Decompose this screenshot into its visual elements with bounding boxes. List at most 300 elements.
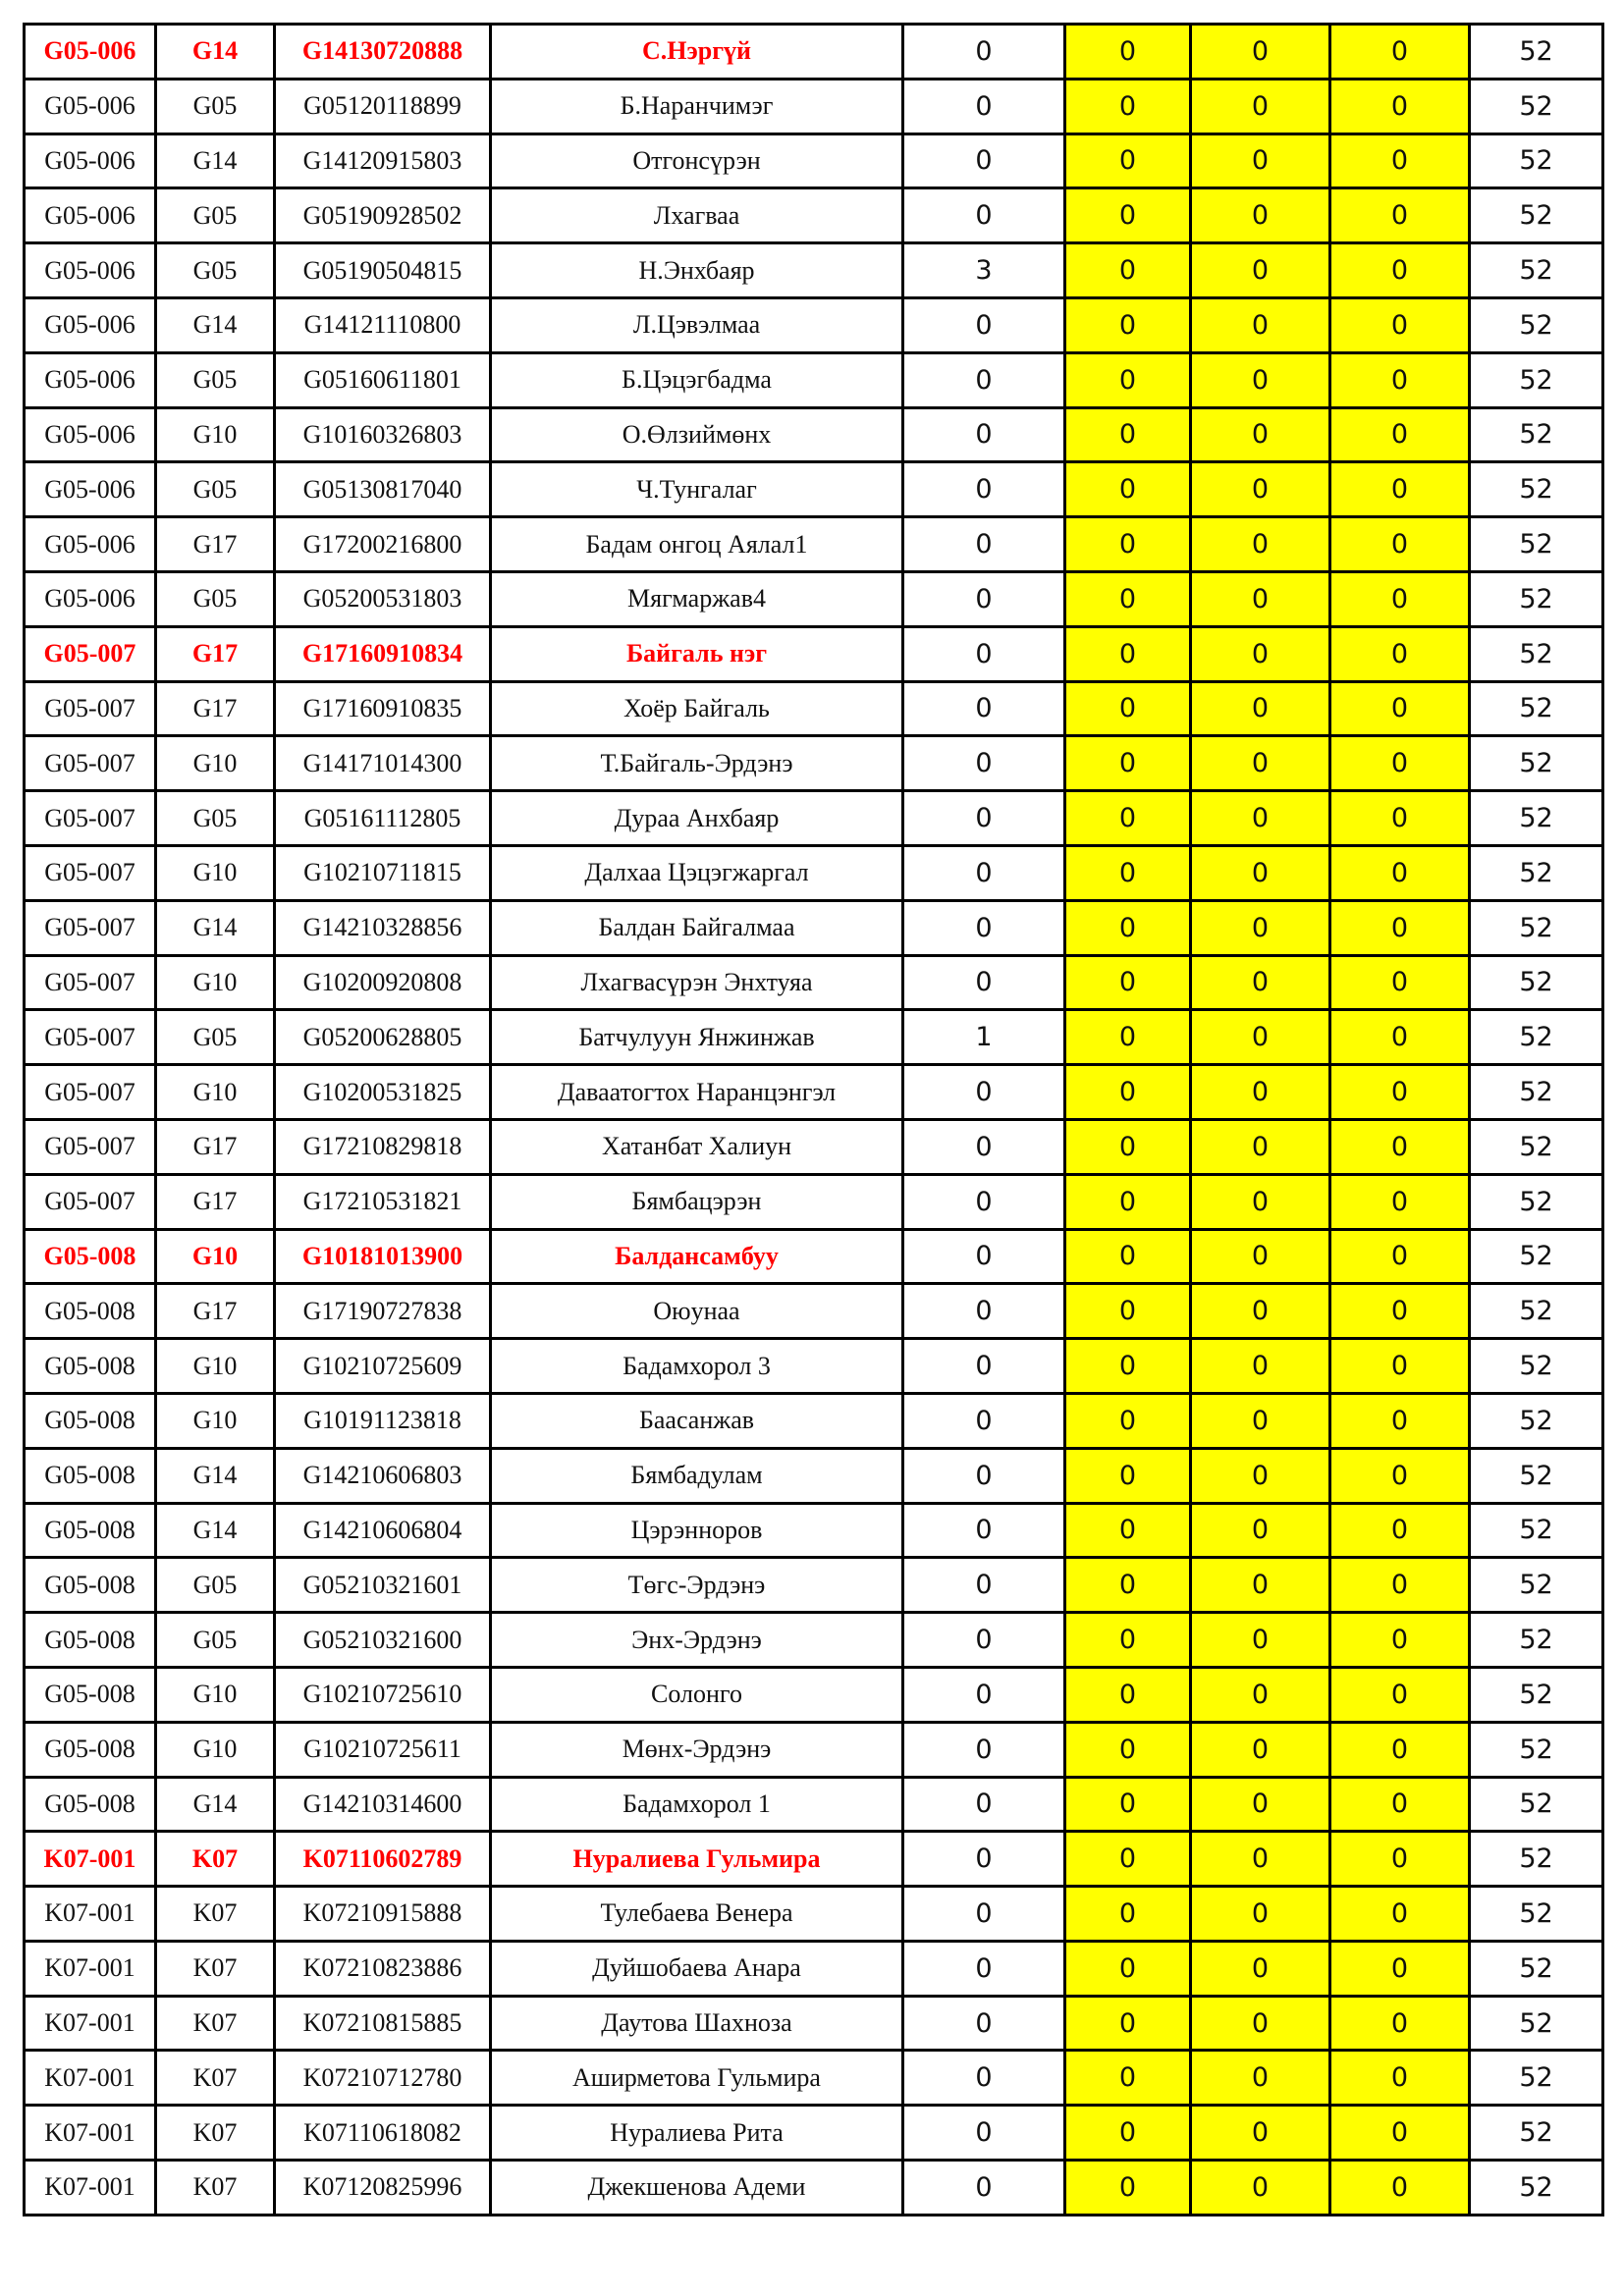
branch-code-cell: G05 xyxy=(156,243,275,298)
branch-code-cell: G17 xyxy=(156,1284,275,1339)
value-c-cell: 0 xyxy=(1191,1777,1330,1832)
total-cell: 52 xyxy=(1470,1119,1603,1174)
value-d-cell: 0 xyxy=(1330,1832,1470,1887)
total-cell: 52 xyxy=(1470,1448,1603,1503)
value-c-cell: 0 xyxy=(1191,1996,1330,2051)
table-row xyxy=(25,188,1603,243)
group-code-cell: G05-007 xyxy=(25,845,156,900)
group-code-cell: G05-007 xyxy=(25,626,156,681)
value-c-cell: 0 xyxy=(1191,243,1330,298)
total-cell: 52 xyxy=(1470,571,1603,626)
table-body xyxy=(25,25,1603,2216)
group-code-cell: K07-001 xyxy=(25,2106,156,2161)
value-b-cell: 0 xyxy=(1065,243,1191,298)
branch-code-cell: G05 xyxy=(156,79,275,133)
value-b-cell: 0 xyxy=(1065,845,1191,900)
value-d-cell: 0 xyxy=(1330,1722,1470,1777)
total-cell: 52 xyxy=(1470,626,1603,681)
member-id-cell: G10210711815 xyxy=(275,845,491,900)
value-c-cell: 0 xyxy=(1191,2106,1330,2161)
member-id-cell: G05200531803 xyxy=(275,571,491,626)
group-code-cell: G05-007 xyxy=(25,736,156,791)
value-b-cell: 0 xyxy=(1065,1393,1191,1448)
member-id-cell: G17160910835 xyxy=(275,681,491,736)
name-cell: Дуйшобаева Анара xyxy=(491,1941,903,1996)
total-cell: 52 xyxy=(1470,1996,1603,2051)
group-code-cell: K07-001 xyxy=(25,1996,156,2051)
value-b-cell: 0 xyxy=(1065,1613,1191,1668)
member-id-cell: K07210712780 xyxy=(275,2051,491,2106)
value-d-cell: 0 xyxy=(1330,1941,1470,1996)
table-row xyxy=(25,955,1603,1010)
table-row xyxy=(25,736,1603,791)
branch-code-cell: G10 xyxy=(156,955,275,1010)
branch-code-cell: G05 xyxy=(156,1558,275,1613)
branch-code-cell: G10 xyxy=(156,1667,275,1722)
total-cell: 52 xyxy=(1470,79,1603,133)
table-row xyxy=(25,1284,1603,1339)
member-id-cell: K07210815885 xyxy=(275,1996,491,2051)
value-a-cell: 0 xyxy=(903,462,1065,517)
value-c-cell: 0 xyxy=(1191,1558,1330,1613)
name-cell: Далхаа Цэцэгжаргал xyxy=(491,845,903,900)
value-a-cell: 0 xyxy=(903,900,1065,955)
branch-code-cell: G05 xyxy=(156,1010,275,1065)
total-cell: 52 xyxy=(1470,791,1603,846)
value-b-cell: 0 xyxy=(1065,1941,1191,1996)
total-cell: 52 xyxy=(1470,1284,1603,1339)
total-cell: 52 xyxy=(1470,1065,1603,1120)
branch-code-cell: G05 xyxy=(156,352,275,407)
branch-code-cell: G10 xyxy=(156,1393,275,1448)
value-a-cell: 0 xyxy=(903,1941,1065,1996)
name-cell: Т.Байгаль-Эрдэнэ xyxy=(491,736,903,791)
total-cell: 52 xyxy=(1470,1832,1603,1887)
value-c-cell: 0 xyxy=(1191,1887,1330,1942)
branch-code-cell: G10 xyxy=(156,1722,275,1777)
group-code-cell: G05-006 xyxy=(25,352,156,407)
total-cell: 52 xyxy=(1470,188,1603,243)
group-code-cell: G05-007 xyxy=(25,900,156,955)
branch-code-cell: G17 xyxy=(156,626,275,681)
branch-code-cell: K07 xyxy=(156,2051,275,2106)
name-cell: Энх-Эрдэнэ xyxy=(491,1613,903,1668)
table-row xyxy=(25,1558,1603,1613)
branch-code-cell: G17 xyxy=(156,1119,275,1174)
value-b-cell: 0 xyxy=(1065,407,1191,462)
value-d-cell: 0 xyxy=(1330,517,1470,572)
value-d-cell: 0 xyxy=(1330,900,1470,955)
value-a-cell: 3 xyxy=(903,243,1065,298)
group-code-cell: G05-007 xyxy=(25,1010,156,1065)
value-a-cell: 1 xyxy=(903,1010,1065,1065)
member-id-cell: G05130817040 xyxy=(275,462,491,517)
value-b-cell: 0 xyxy=(1065,955,1191,1010)
table-row xyxy=(25,79,1603,133)
total-cell: 52 xyxy=(1470,1777,1603,1832)
value-d-cell: 0 xyxy=(1330,1887,1470,1942)
value-d-cell: 0 xyxy=(1330,1558,1470,1613)
table-row xyxy=(25,1722,1603,1777)
name-cell: Б.Наранчимэг xyxy=(491,79,903,133)
branch-code-cell: G17 xyxy=(156,1174,275,1229)
value-b-cell: 0 xyxy=(1065,1722,1191,1777)
table-row xyxy=(25,681,1603,736)
total-cell: 52 xyxy=(1470,2161,1603,2216)
member-id-cell: G05161112805 xyxy=(275,791,491,846)
value-d-cell: 0 xyxy=(1330,133,1470,188)
name-cell: Хоёр Байгаль xyxy=(491,681,903,736)
value-c-cell: 0 xyxy=(1191,79,1330,133)
member-id-cell: K07120825996 xyxy=(275,2161,491,2216)
value-b-cell: 0 xyxy=(1065,1558,1191,1613)
name-cell: Ч.Тунгалаг xyxy=(491,462,903,517)
total-cell: 52 xyxy=(1470,1887,1603,1942)
value-b-cell: 0 xyxy=(1065,1010,1191,1065)
value-a-cell: 0 xyxy=(903,1887,1065,1942)
name-cell: О.Өлзиймөнх xyxy=(491,407,903,462)
value-c-cell: 0 xyxy=(1191,736,1330,791)
table-row xyxy=(25,352,1603,407)
value-d-cell: 0 xyxy=(1330,188,1470,243)
value-c-cell: 0 xyxy=(1191,1339,1330,1394)
member-id-cell: G05160611801 xyxy=(275,352,491,407)
value-a-cell: 0 xyxy=(903,791,1065,846)
value-c-cell: 0 xyxy=(1191,1941,1330,1996)
total-cell: 52 xyxy=(1470,845,1603,900)
value-d-cell: 0 xyxy=(1330,352,1470,407)
group-code-cell: G05-006 xyxy=(25,25,156,80)
value-a-cell: 0 xyxy=(903,1832,1065,1887)
member-id-cell: G05210321600 xyxy=(275,1613,491,1668)
table-row xyxy=(25,791,1603,846)
name-cell: Даутова Шахноза xyxy=(491,1996,903,2051)
total-cell: 52 xyxy=(1470,352,1603,407)
name-cell: Аширметова Гульмира xyxy=(491,2051,903,2106)
value-a-cell: 0 xyxy=(903,1174,1065,1229)
value-b-cell: 0 xyxy=(1065,2106,1191,2161)
branch-code-cell: G14 xyxy=(156,297,275,352)
value-d-cell: 0 xyxy=(1330,2051,1470,2106)
value-d-cell: 0 xyxy=(1330,1229,1470,1284)
value-b-cell: 0 xyxy=(1065,1174,1191,1229)
branch-code-cell: G05 xyxy=(156,188,275,243)
value-c-cell: 0 xyxy=(1191,791,1330,846)
value-a-cell: 0 xyxy=(903,1065,1065,1120)
value-d-cell: 0 xyxy=(1330,1777,1470,1832)
value-b-cell: 0 xyxy=(1065,1339,1191,1394)
value-c-cell: 0 xyxy=(1191,1503,1330,1558)
name-cell: Баасанжав xyxy=(491,1393,903,1448)
total-cell: 52 xyxy=(1470,955,1603,1010)
value-b-cell: 0 xyxy=(1065,1119,1191,1174)
branch-code-cell: G10 xyxy=(156,845,275,900)
total-cell: 52 xyxy=(1470,1667,1603,1722)
value-a-cell: 0 xyxy=(903,407,1065,462)
member-id-cell: G14171014300 xyxy=(275,736,491,791)
value-d-cell: 0 xyxy=(1330,571,1470,626)
group-code-cell: K07-001 xyxy=(25,1887,156,1942)
member-id-cell: G14210606803 xyxy=(275,1448,491,1503)
name-cell: Мягмаржав4 xyxy=(491,571,903,626)
group-code-cell: G05-007 xyxy=(25,1174,156,1229)
value-a-cell: 0 xyxy=(903,626,1065,681)
value-a-cell: 0 xyxy=(903,1393,1065,1448)
table-row-leader xyxy=(25,25,1603,80)
value-a-cell: 0 xyxy=(903,25,1065,80)
branch-code-cell: G05 xyxy=(156,462,275,517)
value-b-cell: 0 xyxy=(1065,681,1191,736)
group-code-cell: G05-008 xyxy=(25,1393,156,1448)
name-cell: Бадамхорол 3 xyxy=(491,1339,903,1394)
member-id-cell: G05190928502 xyxy=(275,188,491,243)
value-a-cell: 0 xyxy=(903,517,1065,572)
name-cell: Даваатогтох Наранцэнгэл xyxy=(491,1065,903,1120)
total-cell: 52 xyxy=(1470,1174,1603,1229)
value-b-cell: 0 xyxy=(1065,79,1191,133)
value-d-cell: 0 xyxy=(1330,79,1470,133)
value-d-cell: 0 xyxy=(1330,462,1470,517)
name-cell: Бадам онгоц Аялал1 xyxy=(491,517,903,572)
value-b-cell: 0 xyxy=(1065,1065,1191,1120)
name-cell: Б.Цэцэгбадма xyxy=(491,352,903,407)
group-code-cell: G05-008 xyxy=(25,1558,156,1613)
value-b-cell: 0 xyxy=(1065,352,1191,407)
name-cell: Н.Энхбаяр xyxy=(491,243,903,298)
member-id-cell: G10200920808 xyxy=(275,955,491,1010)
total-cell: 52 xyxy=(1470,462,1603,517)
name-cell: Тулебаева Венера xyxy=(491,1887,903,1942)
branch-code-cell: G14 xyxy=(156,1777,275,1832)
value-b-cell: 0 xyxy=(1065,2051,1191,2106)
value-a-cell: 0 xyxy=(903,845,1065,900)
member-id-cell: G17190727838 xyxy=(275,1284,491,1339)
group-code-cell: G05-006 xyxy=(25,243,156,298)
value-c-cell: 0 xyxy=(1191,2051,1330,2106)
value-d-cell: 0 xyxy=(1330,2161,1470,2216)
total-cell: 52 xyxy=(1470,1339,1603,1394)
value-a-cell: 0 xyxy=(903,1229,1065,1284)
table-row xyxy=(25,1996,1603,2051)
value-b-cell: 0 xyxy=(1065,1448,1191,1503)
total-cell: 52 xyxy=(1470,25,1603,80)
group-code-cell: G05-007 xyxy=(25,1065,156,1120)
group-code-cell: G05-006 xyxy=(25,133,156,188)
branch-code-cell: K07 xyxy=(156,1887,275,1942)
total-cell: 52 xyxy=(1470,1722,1603,1777)
table-row xyxy=(25,2161,1603,2216)
value-c-cell: 0 xyxy=(1191,1613,1330,1668)
total-cell: 52 xyxy=(1470,681,1603,736)
value-a-cell: 0 xyxy=(903,297,1065,352)
group-code-cell: G05-006 xyxy=(25,297,156,352)
group-code-cell: G05-007 xyxy=(25,791,156,846)
value-c-cell: 0 xyxy=(1191,1393,1330,1448)
name-cell: Джекшенова Адеми xyxy=(491,2161,903,2216)
member-id-cell: G10210725611 xyxy=(275,1722,491,1777)
branch-code-cell: G05 xyxy=(156,1613,275,1668)
value-d-cell: 0 xyxy=(1330,791,1470,846)
value-d-cell: 0 xyxy=(1330,297,1470,352)
total-cell: 52 xyxy=(1470,736,1603,791)
value-b-cell: 0 xyxy=(1065,1887,1191,1942)
branch-code-cell: K07 xyxy=(156,2106,275,2161)
value-a-cell: 0 xyxy=(903,1119,1065,1174)
value-b-cell: 0 xyxy=(1065,1996,1191,2051)
value-d-cell: 0 xyxy=(1330,1065,1470,1120)
value-a-cell: 0 xyxy=(903,1503,1065,1558)
value-c-cell: 0 xyxy=(1191,297,1330,352)
name-cell: Балдансамбуу xyxy=(491,1229,903,1284)
name-cell: Мөнх-Эрдэнэ xyxy=(491,1722,903,1777)
table-row-leader xyxy=(25,626,1603,681)
group-code-cell: G05-007 xyxy=(25,955,156,1010)
value-d-cell: 0 xyxy=(1330,736,1470,791)
value-c-cell: 0 xyxy=(1191,1667,1330,1722)
value-c-cell: 0 xyxy=(1191,517,1330,572)
value-d-cell: 0 xyxy=(1330,1010,1470,1065)
value-d-cell: 0 xyxy=(1330,1393,1470,1448)
value-c-cell: 0 xyxy=(1191,1229,1330,1284)
group-code-cell: G05-008 xyxy=(25,1667,156,1722)
table-row xyxy=(25,1010,1603,1065)
table-row xyxy=(25,1448,1603,1503)
table-row xyxy=(25,2051,1603,2106)
value-a-cell: 0 xyxy=(903,1667,1065,1722)
total-cell: 52 xyxy=(1470,1393,1603,1448)
member-id-cell: G10200531825 xyxy=(275,1065,491,1120)
member-id-cell: G14121110800 xyxy=(275,297,491,352)
member-id-cell: G14120915803 xyxy=(275,133,491,188)
value-b-cell: 0 xyxy=(1065,1229,1191,1284)
name-cell: Төгс-Эрдэнэ xyxy=(491,1558,903,1613)
name-cell: Дураа Анхбаяр xyxy=(491,791,903,846)
value-d-cell: 0 xyxy=(1330,1339,1470,1394)
branch-code-cell: G14 xyxy=(156,133,275,188)
name-cell: С.Нэргүй xyxy=(491,25,903,80)
value-d-cell: 0 xyxy=(1330,1119,1470,1174)
table-row xyxy=(25,1613,1603,1668)
table-row-leader xyxy=(25,1832,1603,1887)
member-id-cell: G10210725609 xyxy=(275,1339,491,1394)
member-id-cell: G05210321601 xyxy=(275,1558,491,1613)
value-a-cell: 0 xyxy=(903,133,1065,188)
branch-code-cell: G10 xyxy=(156,1339,275,1394)
member-id-cell: G17160910834 xyxy=(275,626,491,681)
table-row xyxy=(25,1119,1603,1174)
total-cell: 52 xyxy=(1470,133,1603,188)
value-c-cell: 0 xyxy=(1191,626,1330,681)
data-table xyxy=(23,23,1604,2216)
branch-code-cell: G05 xyxy=(156,791,275,846)
value-c-cell: 0 xyxy=(1191,845,1330,900)
value-d-cell: 0 xyxy=(1330,845,1470,900)
member-id-cell: G10181013900 xyxy=(275,1229,491,1284)
name-cell: Нуралиева Гульмира xyxy=(491,1832,903,1887)
branch-code-cell: G14 xyxy=(156,1448,275,1503)
value-d-cell: 0 xyxy=(1330,2106,1470,2161)
member-id-cell: G10160326803 xyxy=(275,407,491,462)
branch-code-cell: K07 xyxy=(156,1832,275,1887)
group-code-cell: K07-001 xyxy=(25,2051,156,2106)
value-c-cell: 0 xyxy=(1191,1010,1330,1065)
member-id-cell: G17210829818 xyxy=(275,1119,491,1174)
member-id-cell: G10191123818 xyxy=(275,1393,491,1448)
value-b-cell: 0 xyxy=(1065,462,1191,517)
value-a-cell: 0 xyxy=(903,1996,1065,2051)
group-code-cell: G05-008 xyxy=(25,1777,156,1832)
branch-code-cell: G10 xyxy=(156,407,275,462)
value-a-cell: 0 xyxy=(903,1448,1065,1503)
table-row xyxy=(25,407,1603,462)
value-a-cell: 0 xyxy=(903,681,1065,736)
value-d-cell: 0 xyxy=(1330,25,1470,80)
member-id-cell: G17200216800 xyxy=(275,517,491,572)
branch-code-cell: K07 xyxy=(156,2161,275,2216)
table-row xyxy=(25,1503,1603,1558)
group-code-cell: G05-006 xyxy=(25,407,156,462)
member-id-cell: K07210823886 xyxy=(275,1941,491,1996)
group-code-cell: G05-007 xyxy=(25,681,156,736)
name-cell: Лхагваа xyxy=(491,188,903,243)
value-b-cell: 0 xyxy=(1065,571,1191,626)
value-b-cell: 0 xyxy=(1065,626,1191,681)
value-d-cell: 0 xyxy=(1330,1174,1470,1229)
member-id-cell: G14130720888 xyxy=(275,25,491,80)
branch-code-cell: K07 xyxy=(156,1996,275,2051)
table-row-leader xyxy=(25,1229,1603,1284)
total-cell: 52 xyxy=(1470,297,1603,352)
total-cell: 52 xyxy=(1470,243,1603,298)
value-c-cell: 0 xyxy=(1191,1722,1330,1777)
branch-code-cell: G10 xyxy=(156,1229,275,1284)
value-b-cell: 0 xyxy=(1065,1667,1191,1722)
table-row xyxy=(25,900,1603,955)
value-a-cell: 0 xyxy=(903,2051,1065,2106)
table-row xyxy=(25,2106,1603,2161)
total-cell: 52 xyxy=(1470,1503,1603,1558)
value-d-cell: 0 xyxy=(1330,1448,1470,1503)
value-d-cell: 0 xyxy=(1330,1667,1470,1722)
value-d-cell: 0 xyxy=(1330,626,1470,681)
total-cell: 52 xyxy=(1470,1613,1603,1668)
value-c-cell: 0 xyxy=(1191,1448,1330,1503)
branch-code-cell: G17 xyxy=(156,517,275,572)
value-a-cell: 0 xyxy=(903,2106,1065,2161)
name-cell: Бадамхорол 1 xyxy=(491,1777,903,1832)
value-a-cell: 0 xyxy=(903,352,1065,407)
value-b-cell: 0 xyxy=(1065,1777,1191,1832)
name-cell: Батчулуун Янжинжав xyxy=(491,1010,903,1065)
member-id-cell: G14210328856 xyxy=(275,900,491,955)
name-cell: Бямбадулам xyxy=(491,1448,903,1503)
value-d-cell: 0 xyxy=(1330,243,1470,298)
value-b-cell: 0 xyxy=(1065,25,1191,80)
name-cell: Цэрэнноров xyxy=(491,1503,903,1558)
total-cell: 52 xyxy=(1470,407,1603,462)
total-cell: 52 xyxy=(1470,2051,1603,2106)
member-id-cell: G14210606804 xyxy=(275,1503,491,1558)
value-a-cell: 0 xyxy=(903,1613,1065,1668)
value-c-cell: 0 xyxy=(1191,133,1330,188)
name-cell: Оюунаа xyxy=(491,1284,903,1339)
value-c-cell: 0 xyxy=(1191,681,1330,736)
table-row xyxy=(25,1339,1603,1394)
member-id-cell: K07110618082 xyxy=(275,2106,491,2161)
member-id-cell: G14210314600 xyxy=(275,1777,491,1832)
total-cell: 52 xyxy=(1470,1010,1603,1065)
table-row xyxy=(25,133,1603,188)
